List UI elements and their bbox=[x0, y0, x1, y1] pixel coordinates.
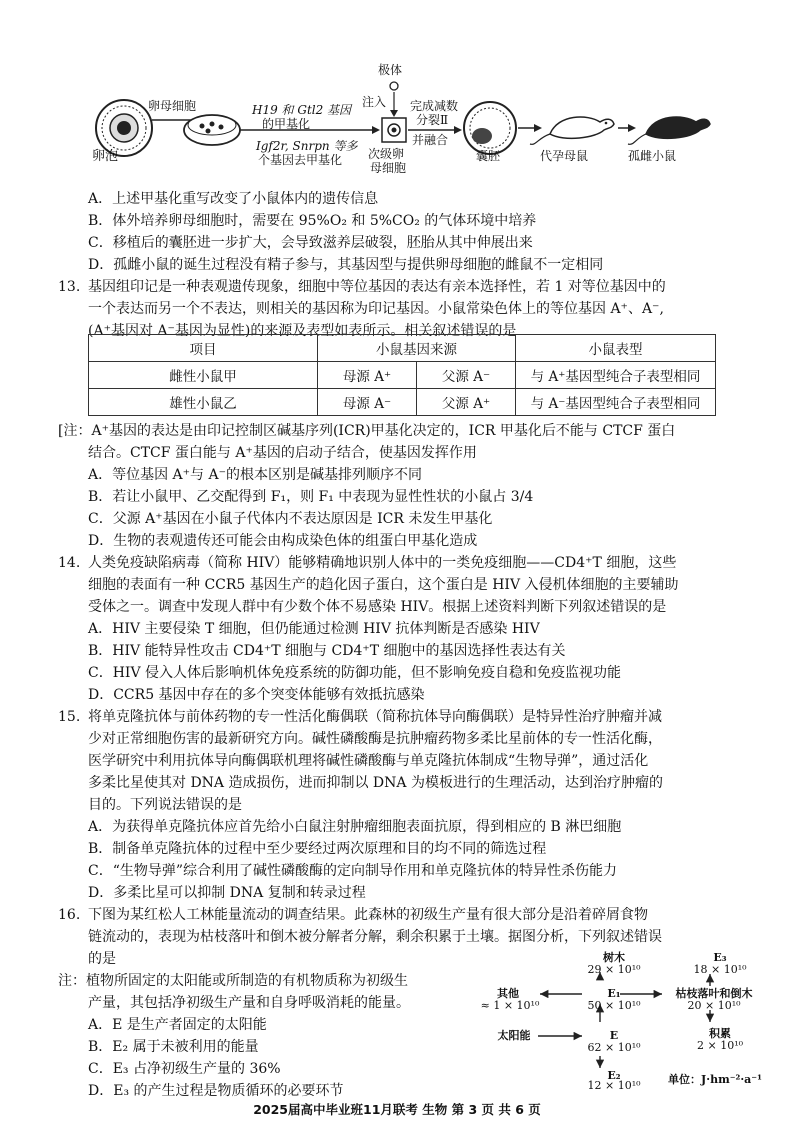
e-value: 62 × 10¹⁰ bbox=[587, 1041, 641, 1054]
e3-label: E₃ bbox=[713, 951, 727, 964]
q13-note-line: [注：A⁺基因的表达是由印记控制区碱基序列(ICR)甲基化决定的，ICR 甲基化后不能与 CTCF 蛋白 bbox=[58, 423, 676, 439]
table-header-row bbox=[89, 335, 716, 362]
q16-option-b: B．E₂ 属于未被利用的能量 bbox=[88, 1039, 259, 1055]
q13-option-c: C．父源 A⁺基因在小鼠子代体内不表达原因是 ICR 未发生甲基化 bbox=[88, 511, 493, 527]
q13-stem-line: 基因组印记是一种表观遗传现象，细胞中等位基因的表达有亲本选择性，若 1 对等位基因中的 bbox=[88, 279, 666, 295]
surrogate-mouse-icon bbox=[530, 117, 614, 144]
q15-number: 15. bbox=[58, 709, 81, 725]
q12-option-b: B．体外培养卵母细胞时，需要在 95%O₂ 和 5%CO₂ 的气体环境中培养 bbox=[88, 213, 537, 229]
q16-note-line: 注：植物所固定的太阳能或所制造的有机物质称为初级生 bbox=[58, 973, 408, 989]
table-header: 小鼠基因来源 bbox=[318, 335, 516, 362]
blastocyst-icon bbox=[464, 102, 516, 154]
q12-option-c: C．移植后的囊胚进一步扩大，会导致滋养层破裂，胚胎从其中伸展出来 bbox=[88, 235, 533, 251]
q15-option-a: A．为获得单克隆抗体应首先给小白鼠注射肿瘤细胞表面抗原，得到相应的 B 淋巴细胞 bbox=[88, 819, 622, 835]
table-header: 项目 bbox=[89, 335, 318, 362]
fusion-label: 并融合 bbox=[412, 133, 449, 147]
other-value: ≈ 1 × 10¹⁰ bbox=[480, 999, 540, 1012]
q15-option-d: D．多柔比星可以抑制 DNA 复制和转录过程 bbox=[88, 885, 366, 901]
q16-stem-line: 的是 bbox=[88, 951, 116, 967]
parthenogenetic-mouse-label: 孤雌小鼠 bbox=[628, 149, 677, 163]
q16-option-c: C．E₃ 占净初级生产量的 36% bbox=[88, 1061, 281, 1077]
demethylation-label-2: 个基因去甲基化 bbox=[258, 153, 343, 167]
inject-label: 注入 bbox=[362, 95, 387, 109]
polar-body-label: 极体 bbox=[378, 63, 403, 77]
q12-option-d: D．孤雌小鼠的诞生过程没有精子参与，其基因型与提供卵母细胞的雌鼠不一定相同 bbox=[88, 257, 604, 273]
q14-option-d: D．CCR5 基因中存在的多个突变体能够有效抵抗感染 bbox=[88, 687, 425, 703]
q15-option-b: B．制备单克隆抗体的过程中至少要经过两次原理和目的均不同的筛选过程 bbox=[88, 841, 547, 857]
q16-option-d: D．E₃ 的产生过程是物质循环的必要环节 bbox=[88, 1083, 344, 1099]
q16-option-a: A．E 是生产者固定的太阳能 bbox=[88, 1017, 267, 1033]
table-cell: 父源 A⁻ bbox=[417, 362, 516, 389]
q14-stem-line: 人类免疫缺陷病毒（简称 HIV）能够精确地识别人体中的一类免疫细胞——CD4⁺T 细胞，这些 bbox=[88, 555, 677, 571]
table-cell: 父源 A⁺ bbox=[417, 389, 516, 416]
q15-stem-line: 多柔比星使其对 DNA 造成损伤，进而抑制以 DNA 为模板进行的生理活动，达到治疗肿瘤的 bbox=[88, 775, 663, 791]
page-footer: 2025届高中毕业班11月联考 生物 第 3 页 共 6 页 bbox=[253, 1102, 541, 1117]
q14-stem-line: 细胞的表面有一种 CCR5 基因生产的趋化因子蛋白，这个蛋白是 HIV 入侵机体细胞的主要辅助 bbox=[88, 577, 679, 593]
meiosis-label-1: 完成减数 bbox=[410, 99, 459, 113]
q13-stem-line: (A⁺基因对 A⁻基因为显性)的来源及表型如表所示。相关叙述错误的是 bbox=[88, 323, 517, 339]
table-cell: 雌性小鼠甲 bbox=[89, 362, 318, 389]
accum-value: 2 × 10¹⁰ bbox=[696, 1039, 744, 1052]
table-row bbox=[89, 362, 716, 389]
e3-value: 18 × 10¹⁰ bbox=[693, 963, 747, 976]
e1-value: 50 × 10¹⁰ bbox=[587, 999, 641, 1012]
accum-label: 积累 bbox=[709, 1027, 731, 1040]
polar-body-icon bbox=[390, 82, 398, 117]
q14-number: 14. bbox=[58, 555, 81, 571]
table-cell: 与 A⁺基因型纯合子表型相同 bbox=[516, 362, 716, 389]
q16-number: 16. bbox=[58, 907, 81, 923]
trunk-value: 29 × 10¹⁰ bbox=[587, 963, 641, 976]
table-cell: 雄性小鼠乙 bbox=[89, 389, 318, 416]
secondary-oocyte-label-1: 次级卵 bbox=[368, 147, 405, 161]
q15-option-c: C．“生物导弹”综合利用了碱性磷酸酶的定向制导作用和单克隆抗体的特异性杀伤能力 bbox=[88, 863, 618, 879]
table-row bbox=[89, 389, 716, 416]
follicle-icon bbox=[96, 100, 152, 156]
e-label: E bbox=[609, 1029, 619, 1042]
q13-option-d: D．生物的表观遗传还可能会由构成染色体的组蛋白甲基化造成 bbox=[88, 533, 478, 549]
culture-dish-icon bbox=[184, 115, 240, 145]
q16-stem-line: 链流动的，表现为枯枝落叶和倒木被分解者分解，剩余积累于土壤。据图分析，下列叙述错误 bbox=[88, 929, 662, 945]
trunk-label: 树木 bbox=[603, 951, 625, 964]
secondary-oocyte-icon bbox=[382, 118, 406, 142]
q15-stem-line: 医学研究中利用抗体导向酶偶联机理将碱性磷酸酶与单克隆抗体制成“生物导弹”，通过活化 bbox=[88, 753, 649, 769]
meiosis-label-2: 分裂Ⅱ bbox=[416, 113, 449, 127]
q14-stem-line: 受体之一。调查中发现人群中有少数个体不易感染 HIV。根据上述资料判断下列叙述错误的是 bbox=[88, 599, 667, 615]
litter-label: 枯枝落叶和倒木 bbox=[675, 987, 753, 1000]
table-cell: 母源 A⁻ bbox=[318, 389, 417, 416]
blastocyst-label: 囊胚 bbox=[476, 149, 501, 163]
q14-option-a: A．HIV 主要侵染 T 细胞，但仍能通过检测 HIV 抗体判断是否感染 HIV bbox=[88, 621, 540, 637]
unit-label: 单位：J·hm⁻²·a⁻¹ bbox=[668, 1073, 762, 1086]
q12-option-a: A．上述甲基化重写改变了小鼠体内的遗传信息 bbox=[88, 191, 379, 207]
e2-label: E₂ bbox=[607, 1069, 621, 1082]
sun-label: 太阳能 bbox=[497, 1029, 531, 1042]
q14-option-c: C．HIV 侵入人体后影响机体免疫系统的防御功能，但不影响免疫自稳和免疫监视功能 bbox=[88, 665, 622, 681]
q13-option-a: A．等位基因 A⁺与 A⁻的根本区别是碱基排列顺序不同 bbox=[88, 467, 423, 483]
follicle-label: 卵泡 bbox=[92, 149, 119, 164]
q14-option-b: B．HIV 能特异性攻击 CD4⁺T 细胞与 CD4⁺T 细胞中的基因选择性表达有关 bbox=[88, 643, 566, 659]
secondary-oocyte-label-2: 母细胞 bbox=[370, 161, 407, 175]
methylation-label-2: 的甲基化 bbox=[262, 117, 311, 131]
q13-stem-line: 一个表达而另一个不表达，则相关的基因称为印记基因。小鼠常染色体上的等位基因 A⁺、A⁻, bbox=[88, 301, 664, 317]
e1-label: E₁ bbox=[607, 987, 621, 1000]
table-header: 小鼠表型 bbox=[516, 335, 716, 362]
q16-stem-line: 下图为某红松人工林能量流动的调查结果。此森林的初级生产量有很大部分是沿着碎屑食物 bbox=[88, 907, 648, 923]
q15-stem-line: 目的。下列说法错误的是 bbox=[88, 797, 242, 813]
litter-value: 20 × 10¹⁰ bbox=[687, 999, 741, 1012]
q13-gene-table bbox=[88, 334, 716, 416]
e2-value: 12 × 10¹⁰ bbox=[587, 1079, 641, 1092]
q13-option-b: B．若让小鼠甲、乙交配得到 F₁，则 F₁ 中表现为显性性状的小鼠占 3/4 bbox=[88, 489, 534, 505]
methylation-label-1: H19 和 Gtl2 基因 bbox=[252, 103, 352, 117]
q15-stem-line: 将单克隆抗体与前体药物的专一性活化酶偶联（简称抗体导向酶偶联）是特异性治疗肿瘤并减 bbox=[88, 709, 662, 725]
oocyte-label: 卵母细胞 bbox=[148, 99, 197, 113]
q16-note-line: 产量，其包括净初级生产量和自身呼吸消耗的能量。 bbox=[88, 995, 410, 1011]
parthenogenetic-mouse-icon bbox=[628, 117, 710, 144]
q13-note-line: 结合。CTCF 蛋白能与 A⁺基因的启动子结合，使基因发挥作用 bbox=[88, 445, 477, 461]
other-label: 其他 bbox=[497, 987, 519, 1000]
q15-stem-line: 少对正常细胞伤害的最新研究方向。碱性磷酸酶是抗肿瘤药物多柔比星前体的专一性活化酶， bbox=[88, 731, 662, 747]
table-cell: 与 A⁻基因型纯合子表型相同 bbox=[516, 389, 716, 416]
table-cell: 母源 A⁺ bbox=[318, 362, 417, 389]
demethylation-label-1: Igf2r, Snrpn 等多 bbox=[256, 139, 358, 153]
surrogate-mouse-label: 代孕母鼠 bbox=[540, 149, 589, 163]
q13-number: 13. bbox=[58, 279, 81, 295]
